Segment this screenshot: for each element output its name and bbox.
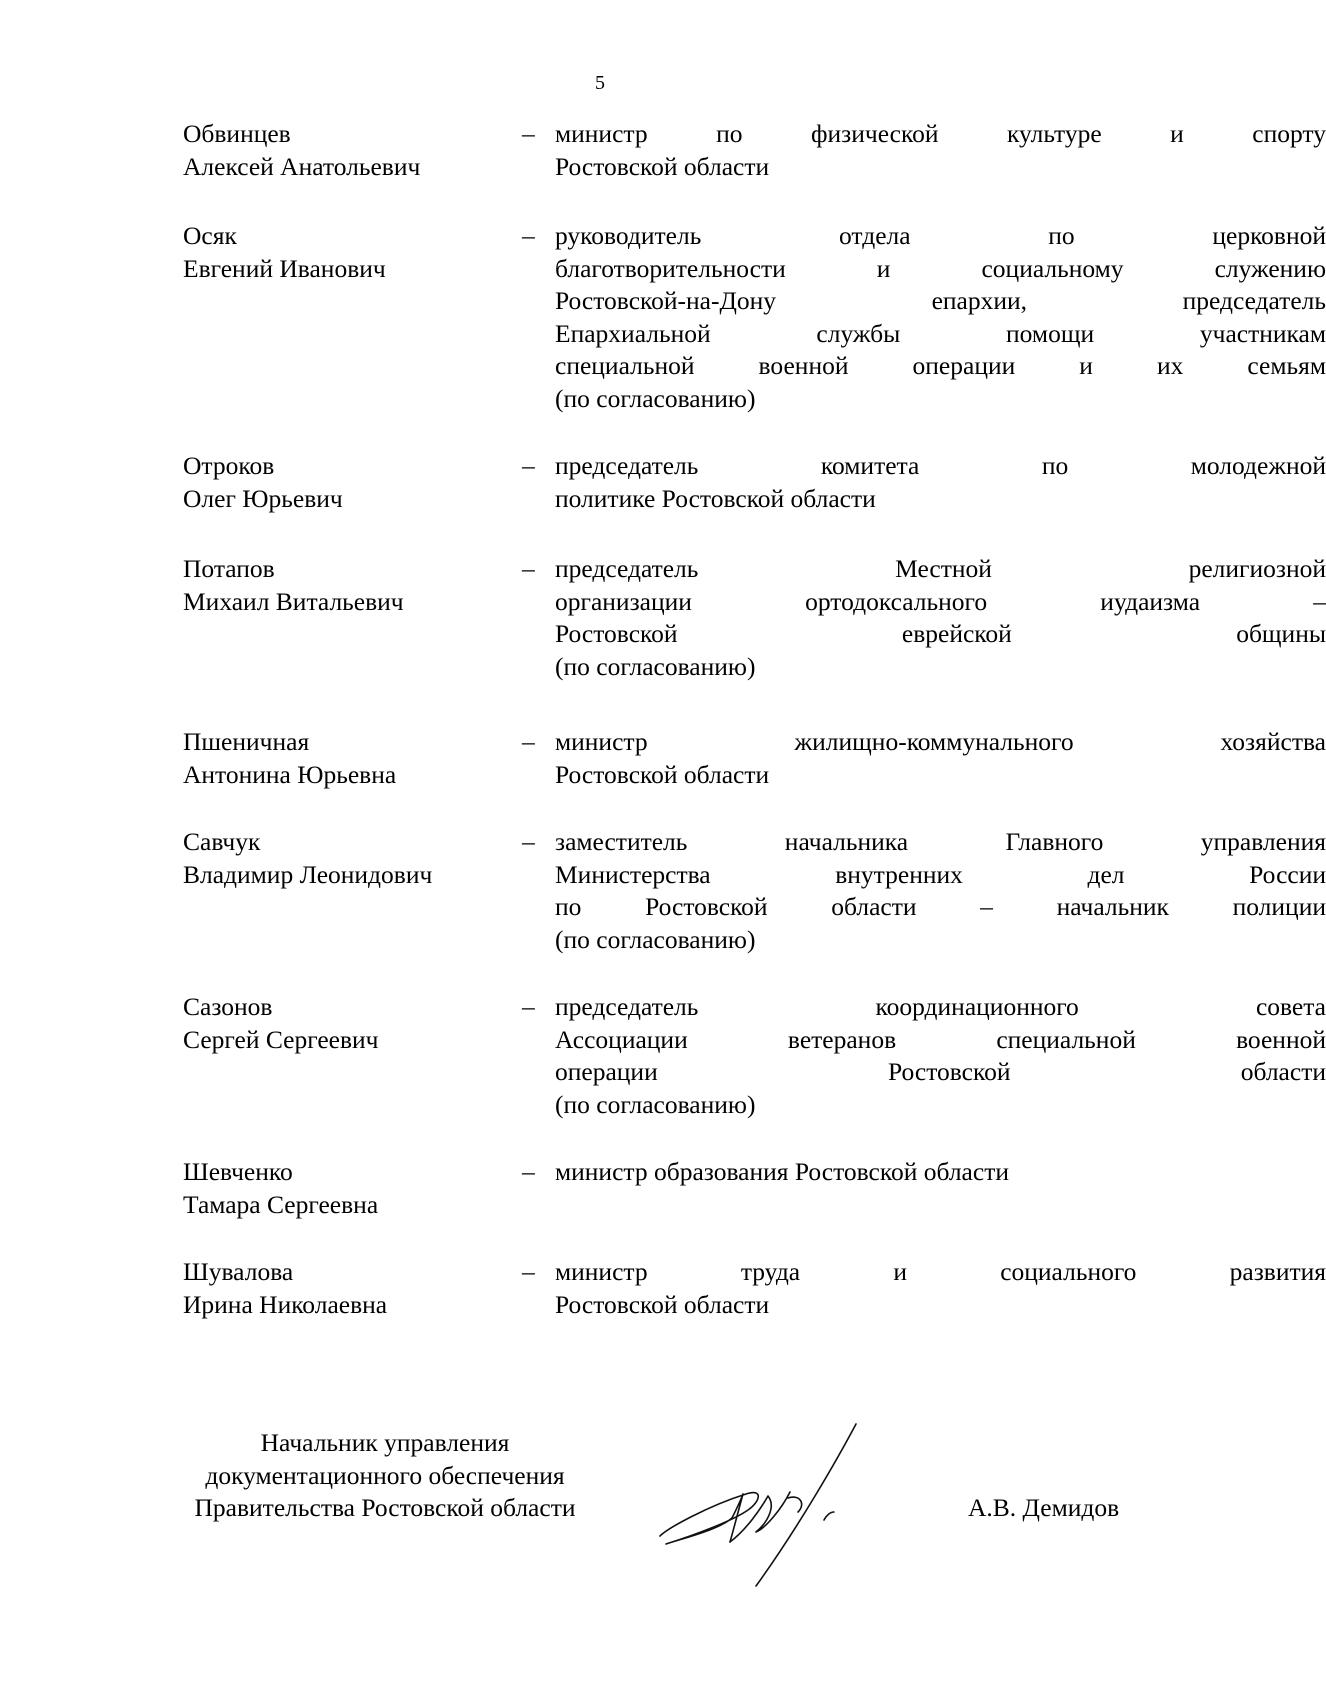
member-role-line: организации ортодоксального иудаизма – [555, 586, 1326, 616]
member-entry [183, 1256, 1326, 1436]
member-role-line: (по согласованию) [555, 651, 756, 681]
member-given-names: Владимир Леонидович [183, 859, 433, 889]
member-surname: Осяк [183, 221, 237, 250]
member-entry [183, 826, 1326, 1006]
signatory-title-line: Правительства Ростовской области [194, 1493, 576, 1522]
member-role-line: министр жилищно-коммунального хозяйства [555, 727, 1326, 756]
member-given-names: Ирина Николаевна [183, 1289, 388, 1319]
member-role [555, 726, 1326, 791]
signature-stroke [788, 1497, 802, 1512]
member-dash: – [522, 992, 535, 1021]
member-entry [183, 991, 1326, 1171]
signatory-title-line: документационного обеспечения [205, 1460, 565, 1490]
member-role-line: Епархиальной службы помощи участникам [555, 318, 1326, 348]
member-entry [183, 220, 1326, 450]
member-surname: Обвинцев [183, 119, 291, 148]
member-role-line: министр труда и социального развития [555, 1257, 1326, 1286]
member-entry [183, 553, 1326, 733]
member-given-names: Олег Юрьевич [183, 483, 343, 513]
member-surname: Шувалова [183, 1257, 294, 1286]
member-name [183, 991, 513, 1056]
member-name [183, 826, 513, 891]
member-role-line: Ростовской области [555, 151, 770, 181]
member-given-names: Евгений Иванович [183, 253, 386, 283]
member-dash: – [522, 827, 535, 856]
member-role [555, 118, 1326, 183]
member-role-line: Ассоциации ветеранов специальной военной [555, 1024, 1326, 1054]
member-given-names: Сергей Сергеевич [183, 1024, 379, 1054]
member-dash: – [522, 221, 535, 250]
member-given-names: Алексей Анатольевич [183, 151, 421, 181]
member-role-line: (по согласованию) [555, 1089, 756, 1119]
member-role [555, 1156, 1326, 1189]
member-surname: Савчук [183, 827, 261, 856]
member-given-names: Михаил Витальевич [183, 586, 404, 616]
member-dash: – [522, 1257, 535, 1286]
member-name [183, 118, 513, 183]
member-role [555, 826, 1326, 956]
member-role-line: заместитель начальника Главного управления [555, 827, 1326, 856]
member-dash: – [522, 727, 535, 756]
member-surname: Пшеничная [183, 727, 310, 756]
member-dash: – [522, 451, 535, 480]
signer-name: А.В. Демидов [968, 1493, 1120, 1522]
page-number: 5 [595, 72, 605, 94]
signature-stroke [730, 1492, 790, 1542]
member-role-line: благотворительности и социальному служению [555, 253, 1326, 283]
member-surname: Отроков [183, 451, 275, 480]
signature-stroke [730, 1494, 743, 1542]
member-role-line: по Ростовской области – начальник полиции [555, 892, 1326, 921]
member-name [183, 1256, 513, 1321]
member-role [555, 450, 1326, 515]
member-name [183, 1156, 513, 1221]
member-name [183, 450, 513, 515]
signature-stroke [824, 1512, 834, 1520]
member-role-line: Ростовской еврейской общины [555, 619, 1326, 648]
signatory-title-line: Начальник управления [260, 1428, 510, 1457]
member-role-line: Ростовской области [555, 759, 770, 789]
member-role [555, 1256, 1326, 1321]
member-dash: – [522, 554, 535, 583]
member-given-names: Тамара Сергеевна [183, 1189, 379, 1219]
member-role-line: (по согласованию) [555, 383, 756, 413]
member-role [555, 991, 1326, 1121]
member-role-line: Ростовской-на-Дону епархии, председатель [555, 286, 1326, 315]
member-role-line: специальной военной операции и их семьям [555, 351, 1326, 380]
member-role-line: председатель Местной религиозной [555, 554, 1326, 583]
member-dash: – [522, 1157, 535, 1186]
member-given-names: Антонина Юрьевна [183, 759, 397, 789]
member-surname: Сазонов [183, 992, 273, 1021]
member-name [183, 726, 513, 791]
member-name [183, 220, 513, 285]
member-role-line: председатель комитета по молодежной [555, 451, 1326, 480]
member-surname: Шевченко [183, 1157, 293, 1186]
member-role [555, 553, 1326, 683]
member-role-line: Министерства внутренних дел России [555, 859, 1326, 889]
handwritten-signature [648, 1418, 948, 1588]
member-role-line: операции Ростовской области [555, 1057, 1326, 1086]
signatory-title [150, 1427, 620, 1525]
member-role-line: министр по физической культуре и спорту [555, 119, 1326, 148]
member-name [183, 553, 513, 618]
signature-stroke [660, 1493, 758, 1544]
member-role-line: министр образования Ростовской области [555, 1157, 1009, 1186]
member-surname: Потапов [183, 554, 275, 583]
member-role-line: (по согласованию) [555, 924, 756, 954]
member-role-line: политике Ростовской области [555, 483, 876, 513]
member-dash: – [522, 119, 535, 148]
member-role-line: Ростовской области [555, 1289, 770, 1319]
member-role-line: руководитель отдела по церковной [555, 221, 1326, 250]
member-role [555, 220, 1326, 415]
member-role-line: председатель координационного совета [555, 992, 1326, 1021]
